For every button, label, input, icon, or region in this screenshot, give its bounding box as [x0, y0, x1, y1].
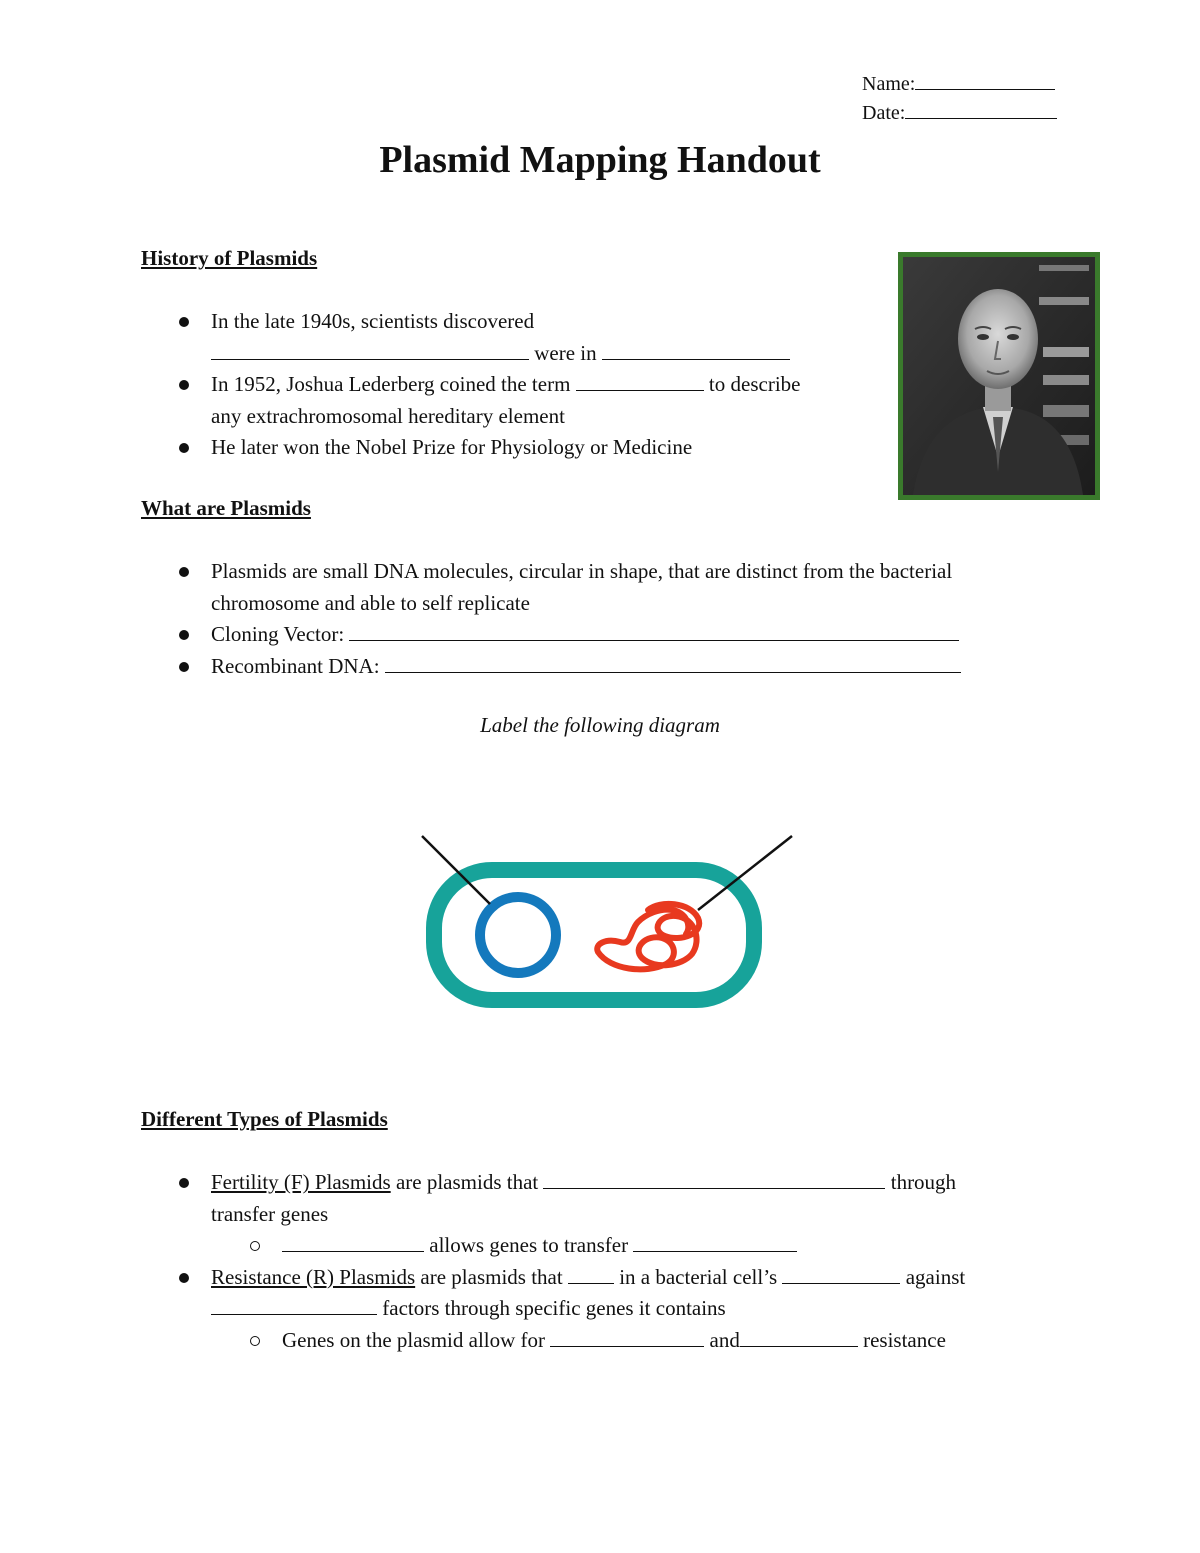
r-sub-text-c: resistance — [863, 1327, 946, 1352]
bullet-dot — [179, 662, 189, 672]
bullet-dot — [179, 380, 189, 390]
r-sub-blank-1[interactable] — [550, 1328, 704, 1347]
r-text-c: against — [905, 1264, 966, 1289]
recombinant-dna-blank[interactable] — [385, 654, 961, 673]
what-list — [174, 556, 961, 682]
r-text-b: in a bacterial cell’s — [619, 1264, 778, 1289]
f-sub-blank-1[interactable] — [282, 1233, 424, 1252]
history-b2-line2: any extrachromosomal hereditary element — [211, 403, 565, 428]
history-b2-text-a: In 1952, Joshua Lederberg coined the term — [211, 372, 571, 396]
r-blank-2[interactable] — [782, 1265, 900, 1284]
recombinant-dna-label: Recombinant DNA: — [211, 653, 380, 678]
sub-bullet-ring — [250, 1336, 260, 1346]
date-row — [862, 99, 1057, 128]
types-sub-f — [174, 1230, 965, 1262]
f-sub-text: allows genes to transfer — [429, 1233, 629, 1257]
types-bullet-r — [174, 1262, 965, 1325]
history-list — [174, 306, 800, 464]
what-bullet-1 — [174, 556, 961, 619]
bullet-dot — [179, 443, 189, 453]
bacterial-cell-diagram — [410, 830, 810, 1020]
f-line2: transfer genes — [211, 1201, 329, 1226]
what-b1-line1: Plasmids are small DNA molecules, circular in shape, that are distinct from the bacterial — [211, 559, 953, 583]
cloning-vector-blank[interactable] — [349, 622, 959, 641]
r-sub-text-b: and — [709, 1327, 740, 1352]
r-line2: factors through specific genes it contains — [382, 1296, 726, 1320]
history-b1-mid: were in — [534, 340, 597, 365]
history-blank-3[interactable] — [576, 372, 704, 391]
history-blank-2[interactable] — [602, 341, 790, 360]
f-text-b: through — [890, 1170, 957, 1194]
r-sub-text-a: Genes on the plasmid allow for — [282, 1327, 546, 1352]
cloning-vector-label: Cloning Vector: — [211, 622, 345, 646]
types-bullet-f — [174, 1167, 965, 1230]
f-text-a: are plasmids that — [395, 1170, 539, 1194]
history-blank-1[interactable] — [211, 341, 529, 360]
history-b3-text: He later won the Nobel Prize for Physiology or Medicine — [211, 435, 693, 459]
name-row — [862, 70, 1057, 99]
plasmid-circle — [480, 897, 556, 973]
diagram-caption: Label the following diagram — [480, 713, 720, 737]
r-text-a: are plasmids that — [420, 1264, 563, 1289]
what-bullet-3 — [174, 651, 961, 683]
history-b2-text-b: to describe — [708, 372, 801, 396]
types-heading: Different Types of Plasmids — [141, 1107, 388, 1131]
history-bullet-2 — [174, 369, 800, 432]
what-bullet-2 — [174, 619, 961, 651]
f-blank-1[interactable] — [543, 1170, 885, 1189]
types-list — [174, 1167, 965, 1356]
date-blank[interactable] — [905, 100, 1057, 119]
f-sub-blank-2[interactable] — [633, 1233, 797, 1252]
history-bullet-1 — [174, 306, 800, 369]
sub-bullet-ring — [250, 1241, 260, 1251]
chromosome-scribble — [597, 904, 699, 969]
portrait-photo — [903, 257, 1095, 495]
history-bullet-3 — [174, 432, 800, 464]
what-b1-line2: chromosome and able to self replicate — [211, 590, 530, 615]
name-blank[interactable] — [915, 71, 1055, 90]
r-blank-3[interactable] — [211, 1296, 377, 1315]
types-sub-r — [174, 1325, 965, 1357]
history-heading: History of Plasmids — [141, 246, 318, 270]
bullet-dot — [179, 567, 189, 577]
f-plasmid-term: Fertility (F) Plasmids — [211, 1170, 391, 1194]
bullet-dot — [179, 1273, 189, 1283]
date-label: Date: — [862, 102, 906, 124]
name-label: Name: — [862, 73, 916, 95]
r-blank-1[interactable] — [568, 1265, 614, 1284]
bullet-dot — [179, 630, 189, 640]
what-heading: What are Plasmids — [141, 496, 311, 520]
bullet-dot — [179, 317, 189, 327]
r-sub-blank-2[interactable] — [740, 1328, 858, 1347]
history-b1-text: In the late 1940s, scientists discovered — [211, 309, 535, 333]
r-plasmid-term: Resistance (R) Plasmids — [211, 1264, 416, 1289]
portrait-photo-frame — [898, 252, 1100, 500]
header-fields — [862, 70, 1057, 128]
bullet-dot — [179, 1178, 189, 1188]
page-title: Plasmid Mapping Handout — [379, 139, 821, 181]
